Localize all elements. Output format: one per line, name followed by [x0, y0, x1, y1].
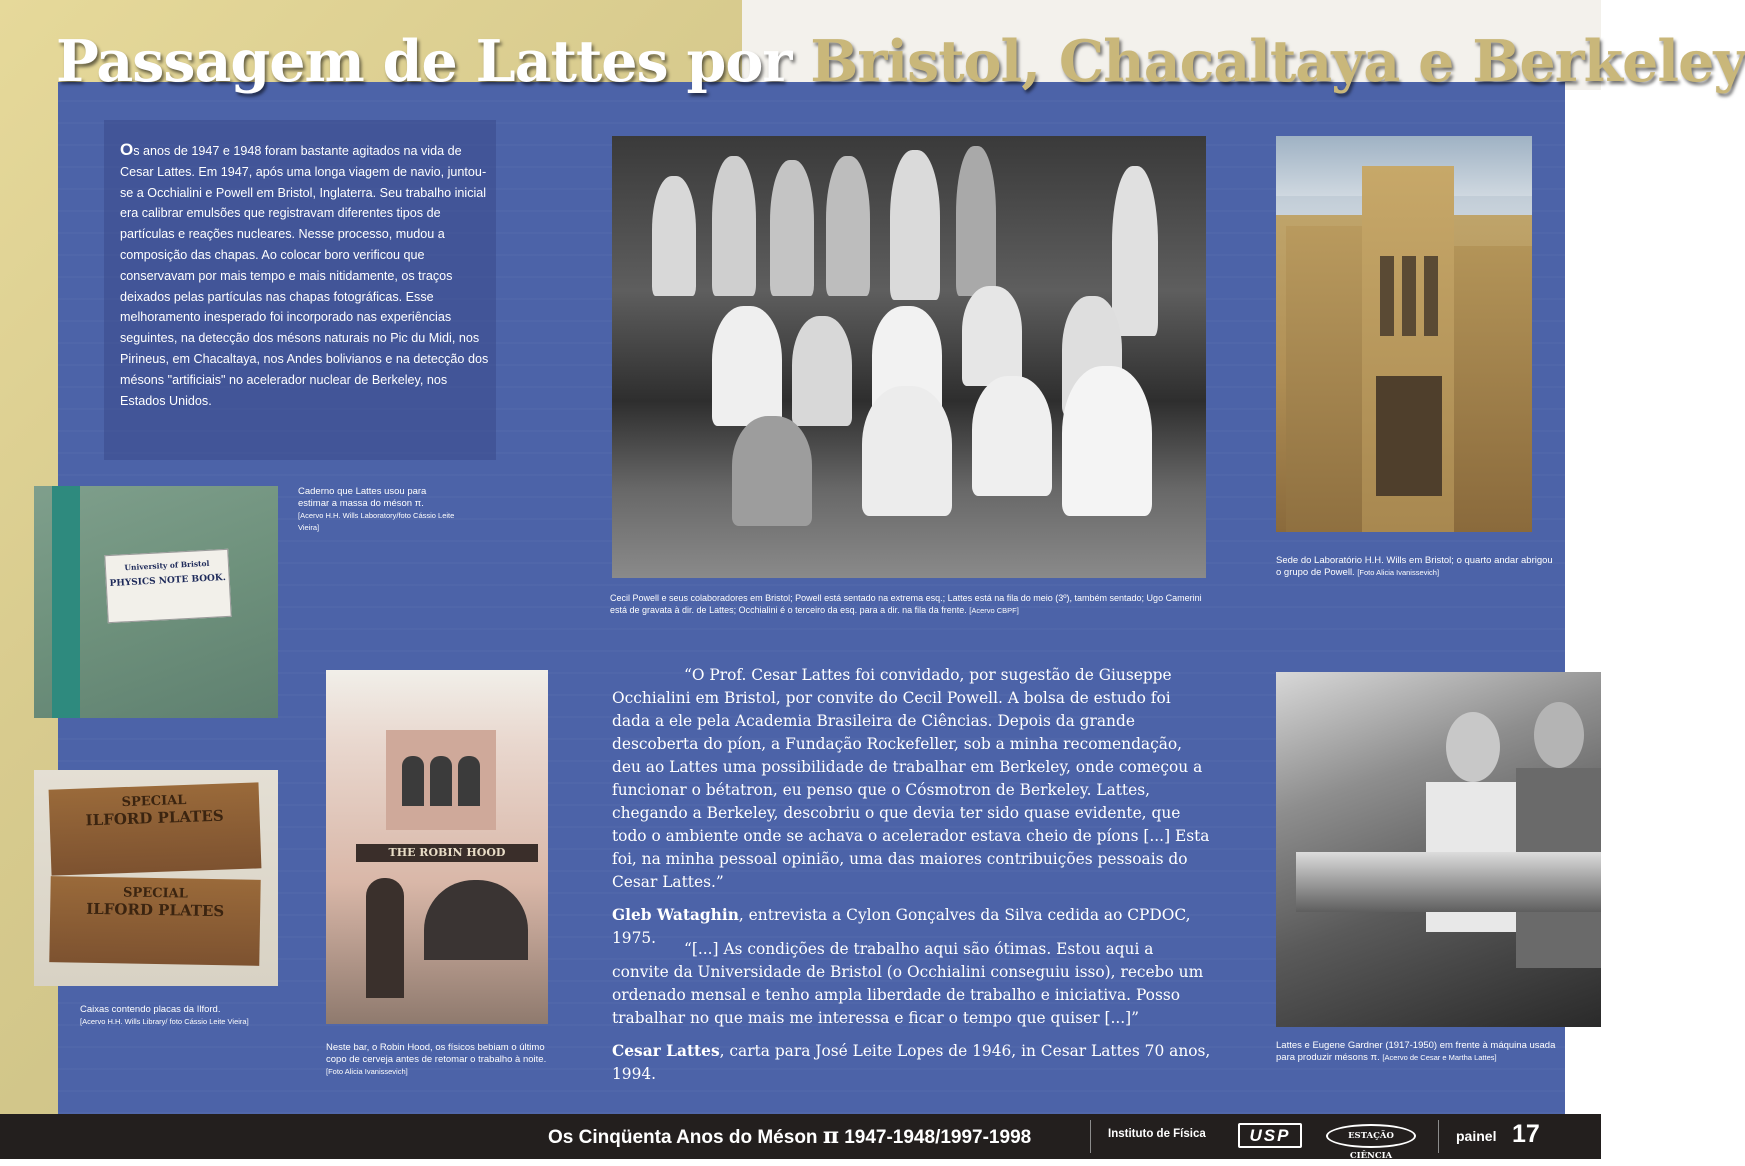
machine-caption: [1276, 1040, 1566, 1064]
ilford-box-top: [49, 782, 262, 875]
tower-window: [1402, 256, 1416, 336]
footer-institute: Instituto de Física: [1108, 1128, 1206, 1140]
quote-wataghin-author: Gleb Wataghin: [612, 906, 739, 924]
ilford-box-bottom-line1: SPECIAL: [122, 885, 188, 902]
accelerator-machine-photo: [1276, 672, 1601, 1027]
group-photo: [612, 136, 1206, 578]
robin-hood-window-1: [402, 756, 424, 806]
usp-logo: USP: [1238, 1123, 1302, 1148]
title-part-2: Bristol, Chacaltaya e Berkeley: [810, 28, 1745, 95]
footer-bar: [0, 1114, 1601, 1159]
footer-title-post: 1947-1948/1997-1998: [838, 1127, 1032, 1148]
notebook-photo: [34, 486, 278, 718]
machine-photo-person-head: [1534, 702, 1584, 768]
group-photo-caption: [610, 592, 1210, 617]
group-photo-person: [1062, 366, 1152, 516]
quote-lattes-text: “[...] As condições de trabalho aqui são ótimas. Estou aqui a convite da Universidade de Bristol (o Occhialini conseguiu isso), recebo um ordenado mensal e tenho ampla liberdade de trabalho e iniciativa. Posso trabalhar no que mais me interessa e ficar o tempo que quiser [...]”: [612, 940, 1204, 1027]
footer-title-pre: Os Cinqüenta Anos do Méson: [548, 1127, 823, 1148]
ilford-box-top-line1: SPECIAL: [121, 792, 187, 811]
ilford-caption: [80, 1004, 310, 1028]
machine-caption-credit: [Acervo de Cesar e Martha Lattes]: [1382, 1053, 1497, 1062]
ilford-box-bottom: [49, 876, 260, 966]
group-photo-person: [962, 286, 1022, 386]
group-photo-caption-text: Cecil Powell e seus colaboradores em Bristol; Powell está sentado na extrema esq.; Lattes está na fila do meio (3º), também sentado; Ugo Camerini está de gravata à dir. de Lattes; Occhialini é o terceiro da esq. para a dir. na fila da frente.: [610, 593, 1202, 615]
notebook-label: [104, 549, 231, 623]
group-photo-person: [972, 376, 1052, 496]
notebook-caption-text: Caderno que Lattes usou para estimar a massa do méson π.: [298, 486, 427, 509]
tower-left-wing: [1286, 226, 1362, 532]
robin-hood-sign: THE ROBIN HOOD: [356, 844, 538, 862]
robin-hood-arched-window: [424, 880, 528, 960]
painel-number: 17: [1512, 1120, 1540, 1148]
group-photo-person: [1112, 166, 1158, 336]
robin-hood-caption-text: Neste bar, o Robin Hood, os físicos bebiam o último copo de cerveja antes de retomar o trabalho à noite.: [326, 1042, 547, 1065]
quote-lattes-attribution: [612, 1040, 1212, 1086]
footer-divider: [1438, 1120, 1439, 1153]
group-photo-person: [712, 306, 782, 426]
quote-wataghin: [612, 664, 1212, 950]
footer-title: [548, 1123, 1031, 1149]
robin-hood-window-2: [430, 756, 452, 806]
machine-photo-person-head: [1446, 712, 1500, 782]
group-photo-caption-credit: [Acervo CBPF]: [969, 606, 1019, 615]
quote-lattes-author: Cesar Lattes: [612, 1042, 720, 1060]
ilford-caption-text: Caixas contendo placas da Ilford.: [80, 1004, 221, 1015]
intro-paragraph: [120, 140, 490, 411]
page-title: [56, 22, 1745, 102]
group-photo-person: [956, 146, 996, 296]
group-photo-person: [792, 316, 852, 426]
group-photo-person: [890, 150, 940, 300]
group-photo-person: [862, 386, 952, 516]
estacao-ciencia-logo: ESTAÇÃO CIÊNCIA: [1326, 1124, 1416, 1148]
intro-dropcap: O: [120, 140, 134, 159]
notebook-label-university: University of Bristol: [124, 558, 210, 573]
tower-caption-text: Sede do Laboratório H.H. Wills em Bristol; o quarto andar abrigou o grupo de Powell.: [1276, 555, 1553, 578]
wills-laboratory-tower-photo: [1276, 136, 1532, 532]
quote-wataghin-text: “O Prof. Cesar Lattes foi convidado, por sugestão de Giuseppe Occhialini em Bristol, por convite do Cecil Powell. A bolsa de estudo foi dada a ele pela Academia Brasileira de Ciências. Depois da grande descoberta do píon, a Fundação Rockefeller, sob a minha recomendação, deu ao Lattes uma possibilidade de trabalhar em Berkeley, onde começou a funcionar o bétatron, eu penso que o Cósmotron de Berkeley. Lattes, chegando a Berkeley, descobriu o que devia ter sido quase evidente, que todo o ambiente onde se achava o acelerador estava cheio de píons [...] Esta foi, na minha pessoal opinião, uma das maiores contribuições pessoais do Cesar Lattes.”: [612, 666, 1210, 891]
ilford-boxes-photo: [34, 770, 278, 986]
machine-photo-cylinder: [1296, 852, 1601, 912]
notebook-label-title: PHYSICS NOTE BOOK.: [109, 572, 227, 590]
tower-caption-credit: [Foto Alicia Ivanissevich]: [1357, 568, 1440, 577]
group-photo-person: [732, 416, 812, 526]
ilford-caption-credit: [Acervo H.H. Wills Library/ foto Cássio Leite Vieira]: [80, 1017, 249, 1026]
ilford-box-bottom-line2: ILFORD PLATES: [86, 899, 225, 921]
notebook-spine: [52, 486, 80, 718]
notebook-caption: [298, 486, 458, 534]
tower-entrance: [1376, 376, 1442, 496]
robin-hood-caption-credit: [Foto Alicia Ivanissevich]: [326, 1067, 408, 1076]
quote-lattes-source: , carta para José Leite Lopes de 1946, in Cesar Lattes 70 anos, 1994.: [612, 1042, 1211, 1083]
robin-hood-door: [366, 878, 404, 998]
notebook-caption-credit: [Acervo H.H. Wills Laboratory/foto Cássio Leite Vieira]: [298, 511, 455, 532]
quote-lattes: [612, 938, 1212, 1086]
robin-hood-window-3: [458, 756, 480, 806]
painel-label: painel: [1456, 1128, 1497, 1144]
ilford-box-top-line2: ILFORD PLATES: [85, 806, 224, 830]
intro-text: s anos de 1947 e 1948 foram bastante agitados na vida de Cesar Lattes. Em 1947, após uma longa viagem de navio, juntou-se a Occhialini e Powell em Bristol, Inglaterra. Seu trabalho inicial era calibrar emulsões que registravam diferentes tipos de partículas e reações nucleares. Nesse processo, mudou a composição das chapas. Ao colocar boro verificou que conservavam por mais tempo e mais nitidamente, os traços deixados pelas partículas nas chapas fotográficas. Esse melhoramento inesperado foi incorporado nas experiências seguintes, na detecção dos mésons naturais no Pic du Midi, nos Pirineus, em Chacaltaya, nos Andes bolivianos e na detecção dos mésons "artificiais" no acelerador nuclear de Berkeley, nos Estados Unidos.: [120, 144, 489, 408]
quote-wataghin-source: , entrevista a Cylon Gonçalves da Silva cedida ao CPDOC, 1975.: [612, 906, 1191, 947]
title-part-1: Passagem de Lattes por: [56, 28, 811, 95]
machine-caption-text: Lattes e Eugene Gardner (1917-1950) em frente à máquina usada para produzir mésons π.: [1276, 1040, 1556, 1063]
group-photo-person: [826, 156, 870, 296]
group-photo-person: [712, 156, 756, 296]
robin-hood-photo: [326, 670, 548, 1024]
tower-caption: [1276, 555, 1556, 579]
group-photo-person: [652, 176, 696, 296]
footer-title-pi: π: [822, 1123, 839, 1149]
tower-window: [1380, 256, 1394, 336]
group-photo-person: [770, 160, 814, 296]
tower-window: [1424, 256, 1438, 336]
robin-hood-caption: [326, 1042, 548, 1078]
tower-right-wing: [1454, 246, 1532, 532]
footer-divider: [1090, 1120, 1091, 1153]
